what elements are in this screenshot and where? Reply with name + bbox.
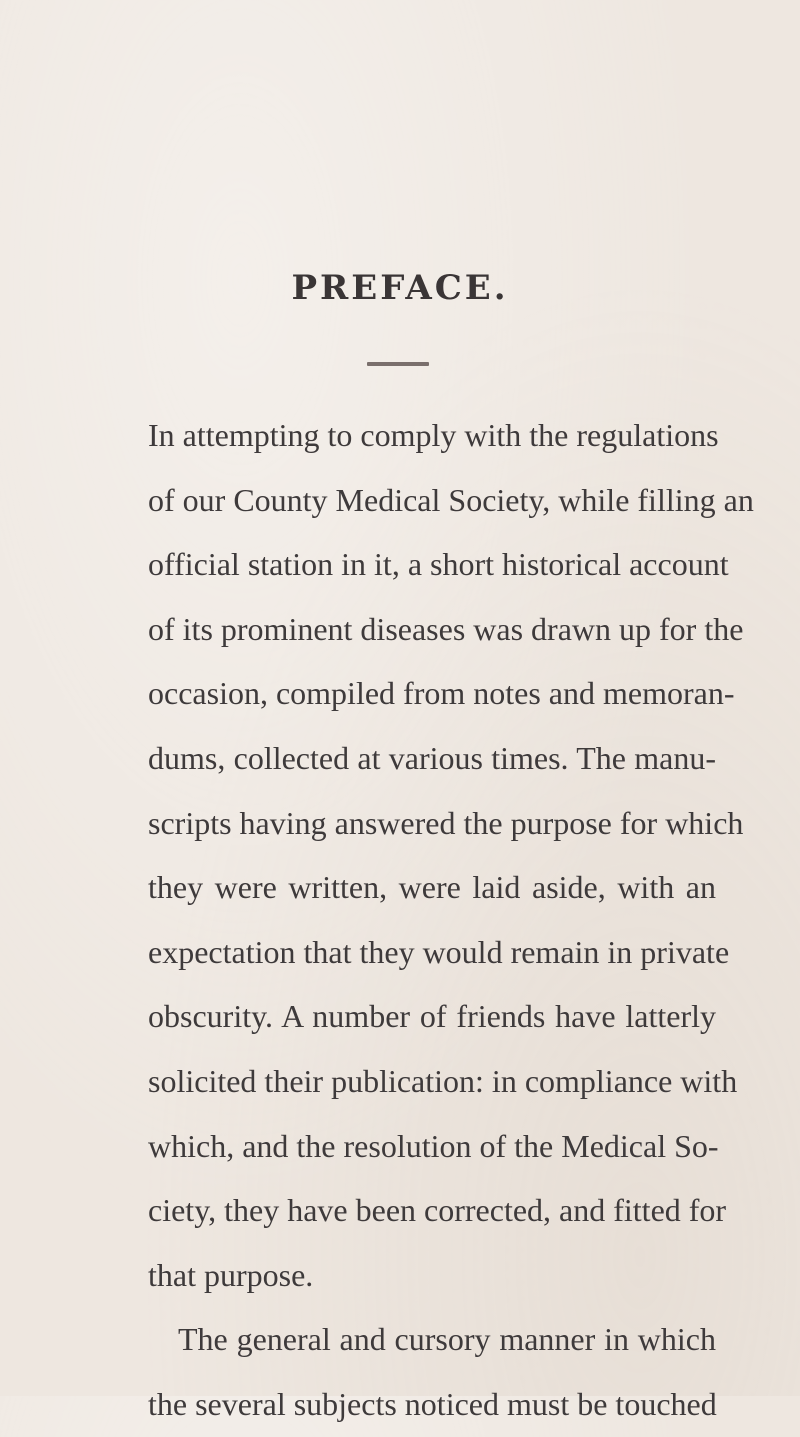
text-line: that purpose. — [148, 1256, 314, 1293]
text-line: ciety, they have been corrected, and fitted for — [148, 1192, 727, 1229]
text-line: dums, collected at various times. The manu- — [148, 739, 716, 776]
text-line: expectation that they would remain in private — [148, 933, 730, 970]
text-line: official station in it, a short historical account — [148, 546, 729, 583]
body-text — [148, 306, 754, 1437]
text-line: The general and cursory manner in which — [178, 1321, 716, 1358]
text-line: of our County Medical Society, while filling an — [148, 481, 754, 518]
paragraph-2 — [148, 1307, 716, 1436]
text-line: which, and the resolution of the Medical So- — [148, 1127, 719, 1164]
text-line: scripts having answered the purpose for which — [148, 804, 744, 841]
paragraph-1 — [148, 403, 754, 1307]
text-line: In attempting to comply with the regulations — [148, 417, 719, 453]
text-line: occasion, compiled from notes and memoran- — [148, 675, 735, 712]
text-line: obscurity. A number of friends have latterly — [148, 998, 716, 1035]
text-line: solicited their publication: in compliance with — [148, 1062, 738, 1099]
page-title: PREFACE. — [291, 268, 509, 308]
text-line: they were written, were laid aside, with an — [148, 869, 716, 906]
text-line: the several subjects noticed must be touched — [148, 1385, 717, 1422]
text-line: of its prominent diseases was drawn up for the — [148, 610, 744, 647]
